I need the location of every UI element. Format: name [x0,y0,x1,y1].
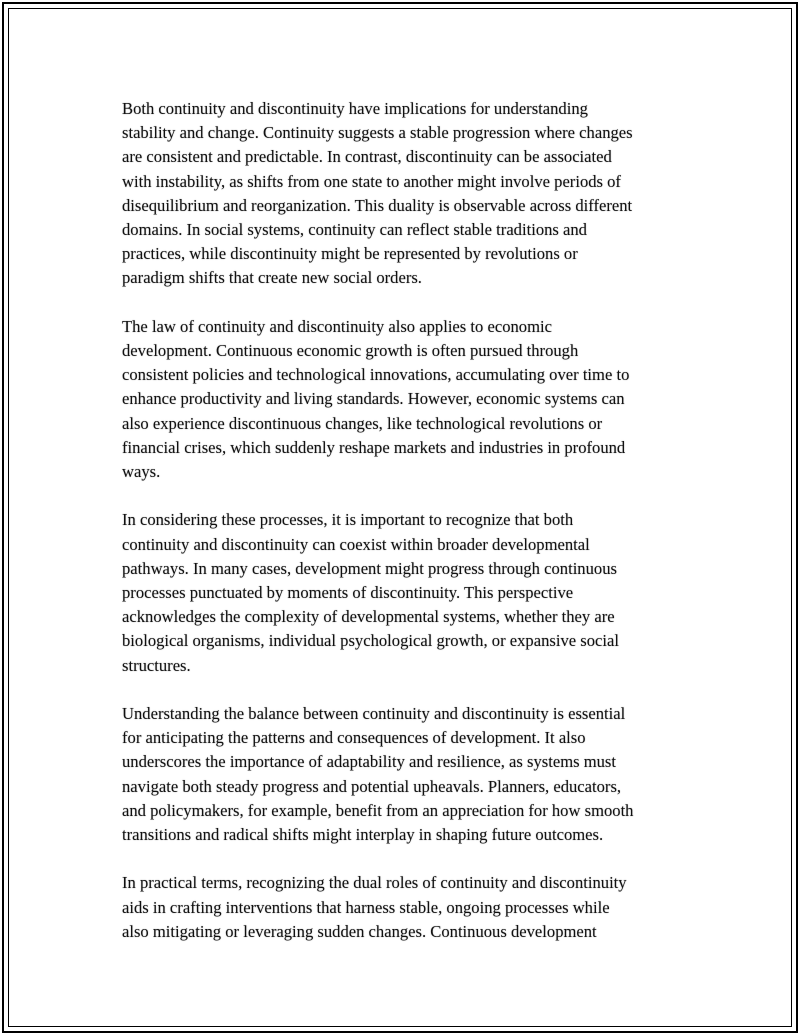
text-line: ways. [122,462,161,482]
text-line: Both continuity and discontinuity have implications for understanding [122,99,588,118]
text-line: transitions and radical shifts might interplay in shaping future outcomes. [122,825,604,845]
paragraph-3 [122,508,692,677]
paragraph-4 [122,702,692,847]
text-line: for anticipating the patterns and consequences of development. It also [122,728,586,748]
text-line: underscores the importance of adaptability and resilience, as systems must [122,752,616,772]
text-line: structures. [122,655,191,675]
text-line: stability and change. Continuity suggests a stable progression where changes [122,123,633,143]
text-line: disequilibrium and reorganization. This duality is observable across different [122,195,633,215]
paragraph-1 [122,97,692,291]
text-line: enhance productivity and living standards. However, economic systems can [122,389,625,409]
text-line: pathways. In many cases, development might progress through continuous [122,558,617,578]
text-line: financial crises, which suddenly reshape markets and industries in profound [122,437,626,457]
text-line: acknowledges the complexity of developmental systems, whether they are [122,607,615,627]
text-line: navigate both steady progress and potential upheavals. Planners, educators, [122,776,622,796]
text-line: with instability, as shifts from one state to another might involve periods of [122,171,621,191]
page-frame [2,2,798,1033]
text-line: consistent policies and technological innovations, accumulating over time to [122,365,630,385]
text-line: are consistent and predictable. In contrast, discontinuity can be associated [122,147,612,167]
text-line: In practical terms, recognizing the dual roles of continuity and discontinuity [122,873,627,893]
text-line: continuity and discontinuity can coexist within broader developmental [122,534,590,554]
text-line: development. Continuous economic growth is often pursued through [122,341,579,361]
paragraph-2 [122,315,692,484]
text-line: In considering these processes, it is important to recognize that both [122,510,574,530]
text-line: domains. In social systems, continuity can reflect stable traditions and [122,220,587,240]
text-line: Understanding the balance between continuity and discontinuity is essential [122,704,626,724]
text-line: aids in crafting interventions that harness stable, ongoing processes while [122,897,610,917]
text-line: biological organisms, individual psychological growth, or expansive social [122,631,619,651]
text-line: The law of continuity and discontinuity also applies to economic [122,316,552,336]
text-line: also experience discontinuous changes, like technological revolutions or [122,413,603,433]
text-line: and policymakers, for example, benefit from an appreciation for how smooth [122,800,634,820]
document-body [122,97,692,968]
text-line: also mitigating or leveraging sudden changes. Continuous development [122,921,597,941]
text-line: practices, while discontinuity might be represented by revolutions or [122,244,578,264]
paragraph-5 [122,871,692,944]
text-line: paradigm shifts that create new social orders. [122,268,422,288]
text-line: processes punctuated by moments of discontinuity. This perspective [122,583,574,603]
